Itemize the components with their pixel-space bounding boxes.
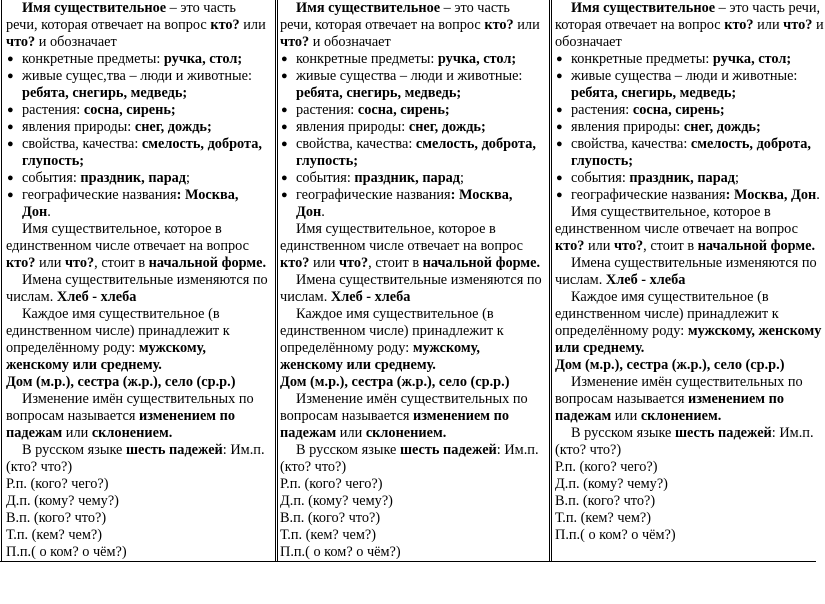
meaning-example: ребята, снегирь, медведь; — [296, 85, 462, 101]
meaning-list-item — [555, 170, 825, 187]
meaning-list-item — [6, 51, 270, 68]
cases-paragraph: В русском языке шесть падежей: Им.п. (кто? что?) — [6, 442, 265, 475]
table-divider-2-inner — [551, 0, 552, 562]
bullet-icon: ● — [556, 104, 563, 116]
case-line: В.п. (кого? что?) — [6, 510, 107, 526]
meaning-example: снег, дождь; — [134, 119, 212, 135]
table-divider-1-inner — [277, 0, 278, 562]
meaning-example: : Москва, Дон — [725, 187, 817, 203]
case-list — [6, 476, 270, 561]
meaning-tail: ; — [735, 170, 740, 186]
meaning-example: смелость, доброта, глупость; — [22, 136, 262, 169]
definition-paragraph: Имя существительное – это часть речи, которая отвечает на вопрос кто? или что? и обозначает — [6, 0, 266, 50]
meaning-label: живые существа – люди и животные: — [571, 68, 798, 84]
bullet-icon: ● — [556, 138, 563, 150]
initial-form-paragraph: Имя существительное, которое в единственном числе отвечает на вопрос кто? или что?, стоит в начальной форме. — [280, 221, 541, 271]
case-line: П.п.( о ком? о чём?) — [6, 544, 127, 560]
case-line: П.п.( о ком? о чём?) — [555, 527, 676, 543]
meaning-label: события: — [571, 170, 630, 186]
table-column-3 — [555, 0, 825, 573]
meaning-list-item — [6, 136, 270, 170]
case-list — [280, 476, 544, 561]
table-border-left — [1, 0, 2, 562]
case-line: П.п.( о ком? о чём?) — [280, 544, 401, 560]
table-divider-2 — [549, 0, 550, 562]
meaning-list-item — [555, 119, 825, 136]
meaning-list-item — [555, 51, 825, 68]
bullet-icon: ● — [7, 53, 14, 65]
meaning-example: праздник, парад — [629, 170, 736, 186]
meaning-list — [280, 51, 544, 221]
meaning-list-item — [6, 187, 270, 221]
meaning-list-item — [555, 102, 825, 119]
gender-paragraph: Каждое имя существительное (в единственном числе) принадлежит к определённому роду: мужскому, женскому или среднему. — [555, 289, 822, 356]
meaning-label: конкретные предметы: — [571, 51, 713, 67]
gender-examples: Дом (м.р.), сестра (ж.р.), село (ср.р.) — [6, 374, 236, 390]
meaning-example: ручка, стол; — [437, 51, 517, 67]
meaning-label: явления природы: — [296, 119, 409, 135]
bullet-icon: ● — [7, 70, 14, 82]
case-line: Д.п. (кому? чему?) — [555, 476, 668, 492]
term: Имя существительное — [22, 0, 167, 16]
number-paragraph: Имена существительные изменяются по числам. Хлеб - хлеба — [280, 272, 542, 305]
meaning-tail: . — [47, 204, 51, 220]
table-column-1 — [6, 0, 270, 573]
case-line: В.п. (кого? что?) — [280, 510, 381, 526]
case-list — [555, 459, 825, 544]
initial-form-paragraph: Имя существительное, которое в единственном числе отвечает на вопрос кто? или что?, стоит в начальной форме. — [555, 204, 816, 254]
case-line: Т.п. (кем? чем?) — [280, 527, 377, 543]
meaning-label: географические названия — [571, 187, 726, 203]
bullet-icon: ● — [281, 104, 288, 116]
meaning-example: сосна, сирень; — [632, 102, 725, 118]
meaning-example: сосна, сирень; — [83, 102, 176, 118]
meaning-tail: . — [321, 204, 325, 220]
table-divider-1 — [275, 0, 276, 562]
bullet-icon: ● — [281, 53, 288, 65]
meaning-label: растения: — [296, 102, 358, 118]
meaning-example: ручка, стол; — [163, 51, 243, 67]
case-line: Д.п. (кому? чему?) — [6, 493, 119, 509]
case-line: В.п. (кого? что?) — [555, 493, 656, 509]
bullet-icon: ● — [556, 70, 563, 82]
case-line: Д.п. (кому? чему?) — [280, 493, 393, 509]
meaning-example: ребята, снегирь, медведь; — [571, 85, 737, 101]
number-paragraph: Имена существительные изменяются по числам. Хлеб - хлеба — [6, 272, 268, 305]
meaning-label: явления природы: — [571, 119, 684, 135]
meaning-example: : Москва, Дон — [296, 187, 513, 220]
term: Имя существительное — [571, 0, 716, 16]
meaning-list-item — [280, 119, 544, 136]
bullet-icon: ● — [7, 121, 14, 133]
gender-paragraph: Каждое имя существительное (в единственном числе) принадлежит к определённому роду: мужскому, женскому или среднему. — [280, 306, 504, 373]
meaning-label: живые сущес,тва – люди и животные: — [22, 68, 252, 84]
meaning-label: конкретные предметы: — [296, 51, 438, 67]
cases-paragraph: В русском языке шесть падежей: Им.п. (кто? что?) — [280, 442, 539, 475]
meaning-label: свойства, качества: — [22, 136, 142, 152]
meaning-list-item — [6, 102, 270, 119]
definition-paragraph: Имя существительное – это часть речи, которая отвечает на вопрос кто? или что? и обозначает — [280, 0, 540, 50]
meaning-label: географические названия — [296, 187, 451, 203]
case-line: Т.п. (кем? чем?) — [6, 527, 103, 543]
bullet-icon: ● — [281, 172, 288, 184]
meaning-example: праздник, парад — [80, 170, 187, 186]
gender-paragraph: Каждое имя существительное (в единственном числе) принадлежит к определённому роду: мужскому, женскому или среднему. — [6, 306, 230, 373]
meaning-label: явления природы: — [22, 119, 135, 135]
bullet-icon: ● — [7, 189, 14, 201]
meaning-tail: ; — [460, 170, 465, 186]
meaning-list-item — [6, 170, 270, 187]
meaning-example: праздник, парад — [354, 170, 461, 186]
meaning-label: живые существа – люди и животные: — [296, 68, 523, 84]
meaning-list-item — [6, 68, 270, 102]
number-paragraph: Имена существительные изменяются по числам. Хлеб - хлеба — [555, 255, 817, 288]
definition-paragraph: Имя существительное – это часть речи, которая отвечает на вопрос кто? или что? и обозначает — [555, 0, 824, 50]
table-column-2 — [280, 0, 544, 573]
bullet-icon: ● — [7, 138, 14, 150]
meaning-example: смелость, доброта, глупость; — [571, 136, 811, 169]
meaning-example: ребята, снегирь, медведь; — [22, 85, 188, 101]
declension-paragraph: Изменение имён существительных по вопросам называется изменением по падежам или склонением. — [6, 391, 254, 441]
meaning-example: ручка, стол; — [712, 51, 792, 67]
bullet-icon: ● — [281, 189, 288, 201]
meaning-label: растения: — [22, 102, 84, 118]
meaning-list-item — [280, 136, 544, 170]
meaning-label: конкретные предметы: — [22, 51, 164, 67]
bullet-icon: ● — [7, 172, 14, 184]
gender-examples: Дом (м.р.), сестра (ж.р.), село (ср.р.) — [280, 374, 510, 390]
meaning-list — [6, 51, 270, 221]
meaning-list-item — [280, 170, 544, 187]
bullet-icon: ● — [556, 189, 563, 201]
case-line: Р.п. (кого? чего?) — [555, 459, 658, 475]
meaning-tail: ; — [186, 170, 191, 186]
meaning-list-item — [280, 68, 544, 102]
meaning-example: сосна, сирень; — [357, 102, 450, 118]
meaning-example: смелость, доброта, глупость; — [296, 136, 536, 169]
meaning-label: события: — [22, 170, 81, 186]
initial-form-paragraph: Имя существительное, которое в единственном числе отвечает на вопрос кто? или что?, стоит в начальной форме. — [6, 221, 267, 271]
meaning-list-item — [6, 119, 270, 136]
case-line: Р.п. (кого? чего?) — [280, 476, 383, 492]
bullet-icon: ● — [556, 172, 563, 184]
declension-paragraph: Изменение имён существительных по вопросам называется изменением по падежам или склонением. — [280, 391, 528, 441]
meaning-list-item — [280, 51, 544, 68]
meaning-tail: . — [816, 187, 820, 203]
term: Имя существительное — [296, 0, 441, 16]
meaning-example: снег, дождь; — [683, 119, 761, 135]
meaning-label: растения: — [571, 102, 633, 118]
gender-examples: Дом (м.р.), сестра (ж.р.), село (ср.р.) — [555, 357, 785, 373]
meaning-list-item — [280, 102, 544, 119]
meaning-list-item — [280, 187, 544, 221]
bullet-icon: ● — [556, 53, 563, 65]
bullet-icon: ● — [281, 121, 288, 133]
bullet-icon: ● — [281, 70, 288, 82]
meaning-list-item — [555, 136, 825, 170]
bullet-icon: ● — [281, 138, 288, 150]
meaning-label: географические названия — [22, 187, 177, 203]
declension-paragraph: Изменение имён существительных по вопросам называется изменением по падежам или склонением. — [555, 374, 803, 424]
meaning-list-item — [555, 187, 825, 204]
meaning-label: свойства, качества: — [296, 136, 416, 152]
meaning-label: свойства, качества: — [571, 136, 691, 152]
case-line: Р.п. (кого? чего?) — [6, 476, 109, 492]
meaning-list-item — [555, 68, 825, 102]
meaning-example: снег, дождь; — [408, 119, 486, 135]
bullet-icon: ● — [556, 121, 563, 133]
meaning-example: : Москва, Дон — [22, 187, 239, 220]
meaning-label: события: — [296, 170, 355, 186]
case-line: Т.п. (кем? чем?) — [555, 510, 652, 526]
cases-paragraph: В русском языке шесть падежей: Им.п. (кто? что?) — [555, 425, 814, 458]
bullet-icon: ● — [7, 104, 14, 116]
meaning-list — [555, 51, 825, 204]
